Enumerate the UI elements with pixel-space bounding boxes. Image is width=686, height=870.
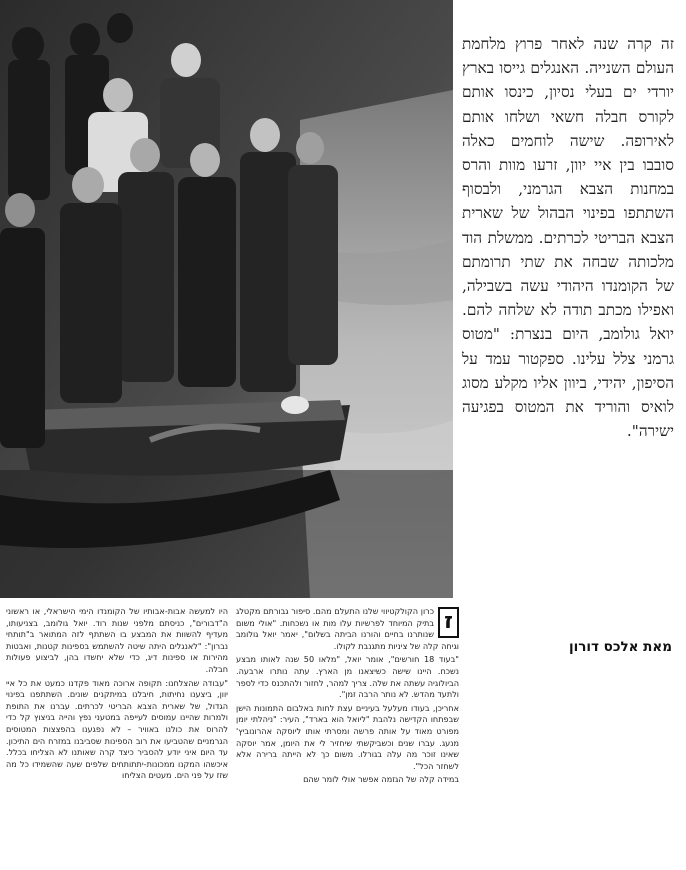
- body-column-right: [236, 606, 459, 864]
- body-paragraph: אחריכן, בעודו מעלעל בעיניים עצת לחות באלבום התמונות הישן שבפתחו הקדישה נלהבת "ליואל הוא בארד", העיר: "ניהלתי יומן מפורט מאוד על אותה פרשה ומסרתי אותו ליוסקה אהרונוביץ' מנעג. עברו שנים וכשביקשתי שיחזיר לי את היומן, אמר יוסקה שאינו זוכר מה עלה בגורלו. משום כך לא הייתה ברירה אלא לשחזר הכל".: [236, 702, 459, 771]
- drop-cap: ז: [438, 607, 459, 638]
- body-paragraph: היו למעשה אבות-אבותיו של הקומנדו הימי הישראלי, או ראשוני ה"דבורים", כניסתם מלפני שנות רוד. יואל גולומב, בצניעותו, מעדיף להשוות את המבצע בו השתתף לזה המתואר ב"תותחי נברון": "לאנגלים היתה שיטה להשתמש בספינות קטנות, ואבטות מהירות או ספינות דיג, כדי שלא יחשדו בהן, לביצוע פעולות חבלה.: [6, 606, 228, 674]
- lead-text: זה קרה שנה לאחר פרוץ מלחמת העולם השנייה. האנגלים גייסו בארץ יורדי ים בעלי נסיון, כינסו אותם לקורס חבלה חשאי ושלחו אותם לאירופה. שישה לוחמים כאלה סובבו בין איי יוון, זרעו מוות והרס במחנות הצבא הגרמני, ולבסוף השתתפו בפינוי הבהול של שארית הצבא הבריטי לכרתים. ממשלת הוד מלכותה שבחה את שתי תרומתם של הקומנדו היהודי עשה בשבילה, ואפילו מכתב תודה לא שלחה להם. יואל גולומב, היום בנצרת: "מטוס גרמני צלל עלינו. ספקטור עמד על הסיפון, יהידי, ביוון אליו מקלע מסוג לואיס והוריד את המטוס בפגיעה ישירה".: [462, 35, 674, 441]
- article-body: [0, 606, 462, 866]
- body-paragraph: "בעוד 18 חורשים", אומר יואל, "מלאו 50 שנה לאותו מבצע נשכח. היינו שישה כשיצאנו מן הארץ. עתה נותרו ארבעה. הביולוגיה עשתה את שלה. צריך למהר, לחזור ולהתכנס כדי לספר ולתעד מהדש. לא נותר הרבה זמן".: [236, 654, 459, 700]
- lead-paragraph: [462, 32, 674, 622]
- byline: מאת אלכס דורון: [568, 639, 672, 655]
- body-column-left: [6, 606, 228, 864]
- body-paragraph: במידה קלה של הגזמה אפשר אולי לומר שהם: [303, 774, 459, 785]
- body-paragraph: כרון הקולקטיווי שלנו התעלם מהם. סיפור גבורתם מקטלג בתיק המיוחד לפרשיות עלו מות או נשכחות. "אולי משום שנותרנו בחיים והורנו הביתה בשלום", יאמר יואל גולומב וגיחה קלה של ציניות מתגנבת לקולו.: [236, 606, 459, 651]
- body-paragraph: "עבודה שהצלחנו: תקופה ארוכה מאוד פקדנו כמעט את כל איי יוון, ביצענו נחיתות, חיבלנו במיתקנים שונים. השתתפנו בפינוי הגדול, של שארית הצבא הבריטי לכרתים. עברנו את התופת ולמרות שהיינו עמוסים לעייפה במטעני נפץ והייה בניצוץ קל כדי להרוס את כולנו באוויר – לא נפגענו בהפצצות המטוסים הגרמניים שהטביעו את רוב הספינות שסביבנו במזרח הים התיכון. עד היום איני יודע להסביר כיצד קרה שאותנו לא הצליחו בכלל. איכשהו המקנו ממכונות-יתתותחים שלפים שעה שהשמידו כל מה שזז על פני הים. מעטים הצליחו: [6, 677, 228, 781]
- archival-photo-crew-on-boat: [0, 0, 453, 598]
